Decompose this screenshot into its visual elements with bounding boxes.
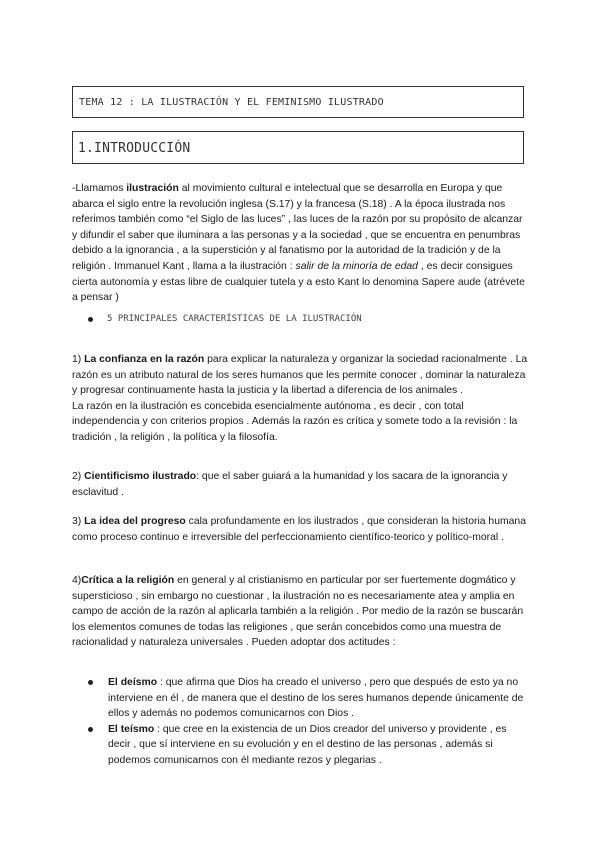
page-title: TEMA 12 : LA ILUSTRACIÓN Y EL FEMINISMO ILUSTRADO bbox=[79, 97, 384, 108]
item-4 bbox=[72, 573, 528, 651]
item-text: cala profundamente en los ilustrados , que consideran la historia humana como proceso continuo e irreversible del perfeccionamiento científico-teorico y político-moral . bbox=[72, 516, 526, 543]
item-text: en general y al cristianismo en particular por ser fuertemente dogmático y supersticioso , sin embargo no cuestionar , la ilustración no es necesariamente atea y amplia en campo de acción de la razón al aplicarla también a la religión . Por medio de la razón se buscarán los elementos comunes de todas las religiones , que serán concebidos como una muestra de racionalidad y naturaleza universales . Pueden adoptar dos actitudes : bbox=[72, 575, 524, 649]
item-text: : que el saber guiará a la humanidad y los sacara de la ignorancia y esclavitud . bbox=[72, 471, 508, 498]
item-title: Crítica a la religión bbox=[81, 575, 175, 586]
page-title-box bbox=[72, 86, 524, 118]
kant-quote: salir de la minoría de edad bbox=[295, 260, 421, 272]
item-number: 2) bbox=[72, 471, 85, 482]
intro-text: -Llamamos bbox=[72, 183, 127, 194]
item-text: La razón en la ilustración es concebida esencialmente autónoma , es decir , con total independencia y con criterios propios . Además la razón es crítica y somete todo a la revisión : la tradición , la religión , la política y la filosofía. bbox=[72, 400, 518, 443]
item-title: La idea del progreso bbox=[84, 516, 186, 527]
intro-text: , es decir consigues cierta autonomía y estas libre de cualquier tutela y a esto Kant lo denomina Sapere aude (atrévete a pensar ) bbox=[72, 260, 525, 304]
attitude-text: : que cree en la existencia de un Dios creador del universo y providente , es decir , que sí interviene en su evolución y en el destino de las personas , además si podemos comunicarnos con él mediante rezos y plegarias . bbox=[108, 723, 507, 766]
section-heading-box bbox=[72, 131, 524, 164]
item-2 bbox=[72, 469, 528, 500]
section-heading: 1.INTRODUCCIÓN bbox=[78, 141, 191, 156]
characteristics-subheading bbox=[88, 314, 362, 324]
attitude-text: : que afirma que Dios ha creado el universo , pero que después de esto ya no interviene en él , de manera que el destino de los seres humanos depende únicamente de ellos y además no podemos comunicarnos con Dios . bbox=[108, 677, 524, 720]
attitude-title: El deísmo bbox=[108, 677, 158, 688]
item-title: La confianza en la razón bbox=[84, 354, 205, 365]
intro-term: ilustración bbox=[126, 183, 179, 194]
subheading-text: 5 PRINCIPALES CARACTERÍSTICAS DE LA ILUSTRACIÓN bbox=[107, 314, 362, 324]
item-number: 3) bbox=[72, 516, 85, 527]
item-number: 1) bbox=[72, 354, 85, 365]
item-1 bbox=[72, 352, 528, 446]
intro-text: al movimiento cultural e intelectual que se desarrolla en Europa y que abarca el siglo entre la revolución inglesa (S.17) y la francesa (S.18) . A la época ilustrada nos referimos también como “el Siglo de las luces” , las luces de la razón por su propósito de alcanzar y difundir el saber que iluminara a las personas y a la sociedad , que se encuentra en penumbras debido a la ignorancia , a la superstición y al fanatismo por la autoridad de la tradición y de la religión . Immanuel Kant , llama a la ilustración : bbox=[72, 183, 523, 272]
intro-paragraph bbox=[72, 181, 528, 306]
item-title: Cientificismo ilustrado bbox=[84, 471, 197, 482]
item-3 bbox=[72, 514, 528, 545]
list-item-deism bbox=[88, 675, 528, 722]
attitudes-list bbox=[88, 675, 528, 769]
bullet-icon bbox=[88, 727, 93, 732]
bullet-icon bbox=[88, 317, 93, 322]
attitude-title: El teísmo bbox=[108, 723, 155, 735]
list-item-theism bbox=[88, 722, 528, 769]
bullet-icon bbox=[88, 680, 93, 685]
item-number: 4) bbox=[72, 575, 82, 586]
item-text: para explicar la naturaleza y organizar la sociedad racionalmente . La razón es un atributo natural de los seres humanos que les permite conocer , dominar la naturaleza y progresar continuamente hasta la justicia y la libertad a diferencia de los animales . bbox=[72, 354, 528, 397]
